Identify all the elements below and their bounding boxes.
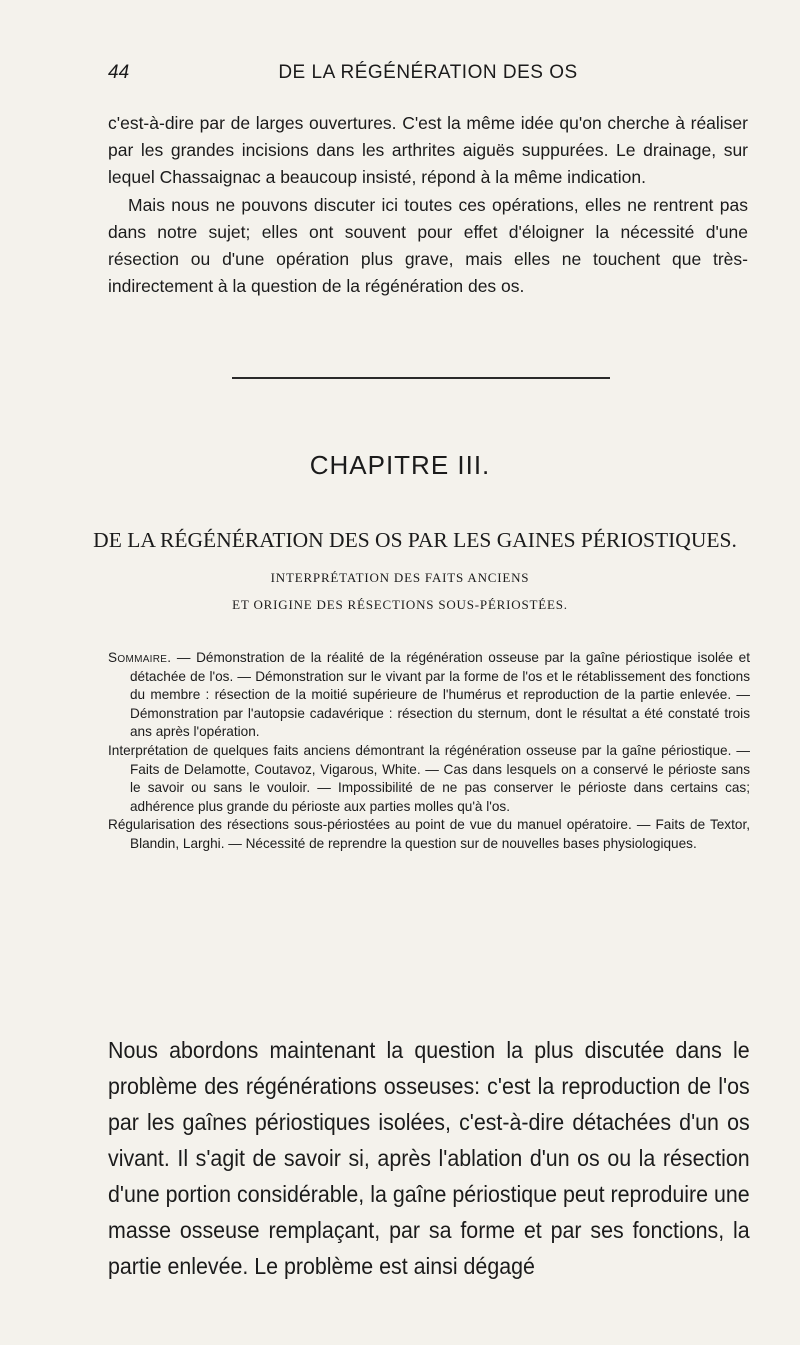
intro-paragraph: c'est-à-dire par de larges ouvertures. C'est la même idée qu'on cherche à réaliser par les grandes incisions dans les arthrites aiguës suppurées. Le drainage, sur lequel Chassaignac a beaucoup insisté, répond à la même indication.	[108, 113, 748, 188]
chapter-title: DE LA RÉGÉNÉRATION DES OS PAR LES GAINES PÉRIOSTIQUES.	[93, 528, 737, 552]
body-paragraph: Nous abordons maintenant la question la plus discutée dans le problème des régénérations osseuses: c'est la reproduction de l'os par les gaînes périostiques isolées, c'est-à-dire détachées d'un os vivant. Il s'agit de savoir si, après l'ablation d'un os ou la résection d'une portion considérable, la gaîne périostique peut reproduire une masse osseuse remplaçant, par sa forme et par ses fonctions, la partie enlevée. Le problème est ainsi dégagé	[108, 1037, 750, 1279]
summary-item	[108, 649, 750, 742]
intro-paragraph: Mais nous ne pouvons discuter ici toutes ces opérations, elles ne rentrent pas dans notre sujet; elles ont souvent pour effet d'éloigner la nécessité d'une résection ou d'une opération plus grave, mais elles ne touchent que très-indirectement à la question de la régénération des os.	[108, 194, 748, 297]
summary-label: Sommaire.	[108, 650, 172, 665]
section-divider	[232, 377, 610, 379]
summary-item: Régularisation des résections sous-périostées au point de vue du manuel opératoire. — Faits de Textor, Blandin, Larghi. — Nécessité de reprendre la question sur de nouvelles bases physiologiques.	[108, 817, 750, 851]
chapter-summary	[108, 649, 750, 854]
chapter-body	[108, 1032, 750, 1284]
running-head-title: DE LA RÉGÉNÉRATION DES OS	[278, 62, 578, 83]
summary-text: — Démonstration de la réalité de la régénération osseuse par la gaîne périostique isolée et détachée de l'os. — Démonstration sur le vivant par la forme de l'os et le rétablissement des fonctions du membre : résection de la moitié supérieure de l'humérus et reproduction de la partie enlevée. — Démonstration par l'autopsie cadavérique : résection du sternum, dont le résultat a été constaté trois ans après l'opération.	[130, 650, 750, 740]
running-head	[108, 62, 748, 92]
intro-text	[108, 110, 748, 300]
chapter-subtitle: ET ORIGINE DES RÉSECTIONS SOUS-PÉRIOSTÉES.	[232, 597, 568, 612]
chapter-subtitle: INTERPRÉTATION DES FAITS ANCIENS	[270, 570, 530, 585]
summary-item: Interprétation de quelques faits anciens démontrant la régénération osseuse par la gaîne périostique. — Faits de Delamotte, Coutavoz, Vigarous, White. — Cas dans lesquels on a conservé le périoste sans le savoir ou sans le vouloir. — Impossibilité de ne pas conserver le périoste dans certains cas; adhérence plus grande du périoste aux parties molles qu'à l'os.	[108, 742, 750, 814]
chapter-number: CHAPITRE III.	[309, 450, 491, 480]
page-number: 44	[108, 62, 130, 83]
